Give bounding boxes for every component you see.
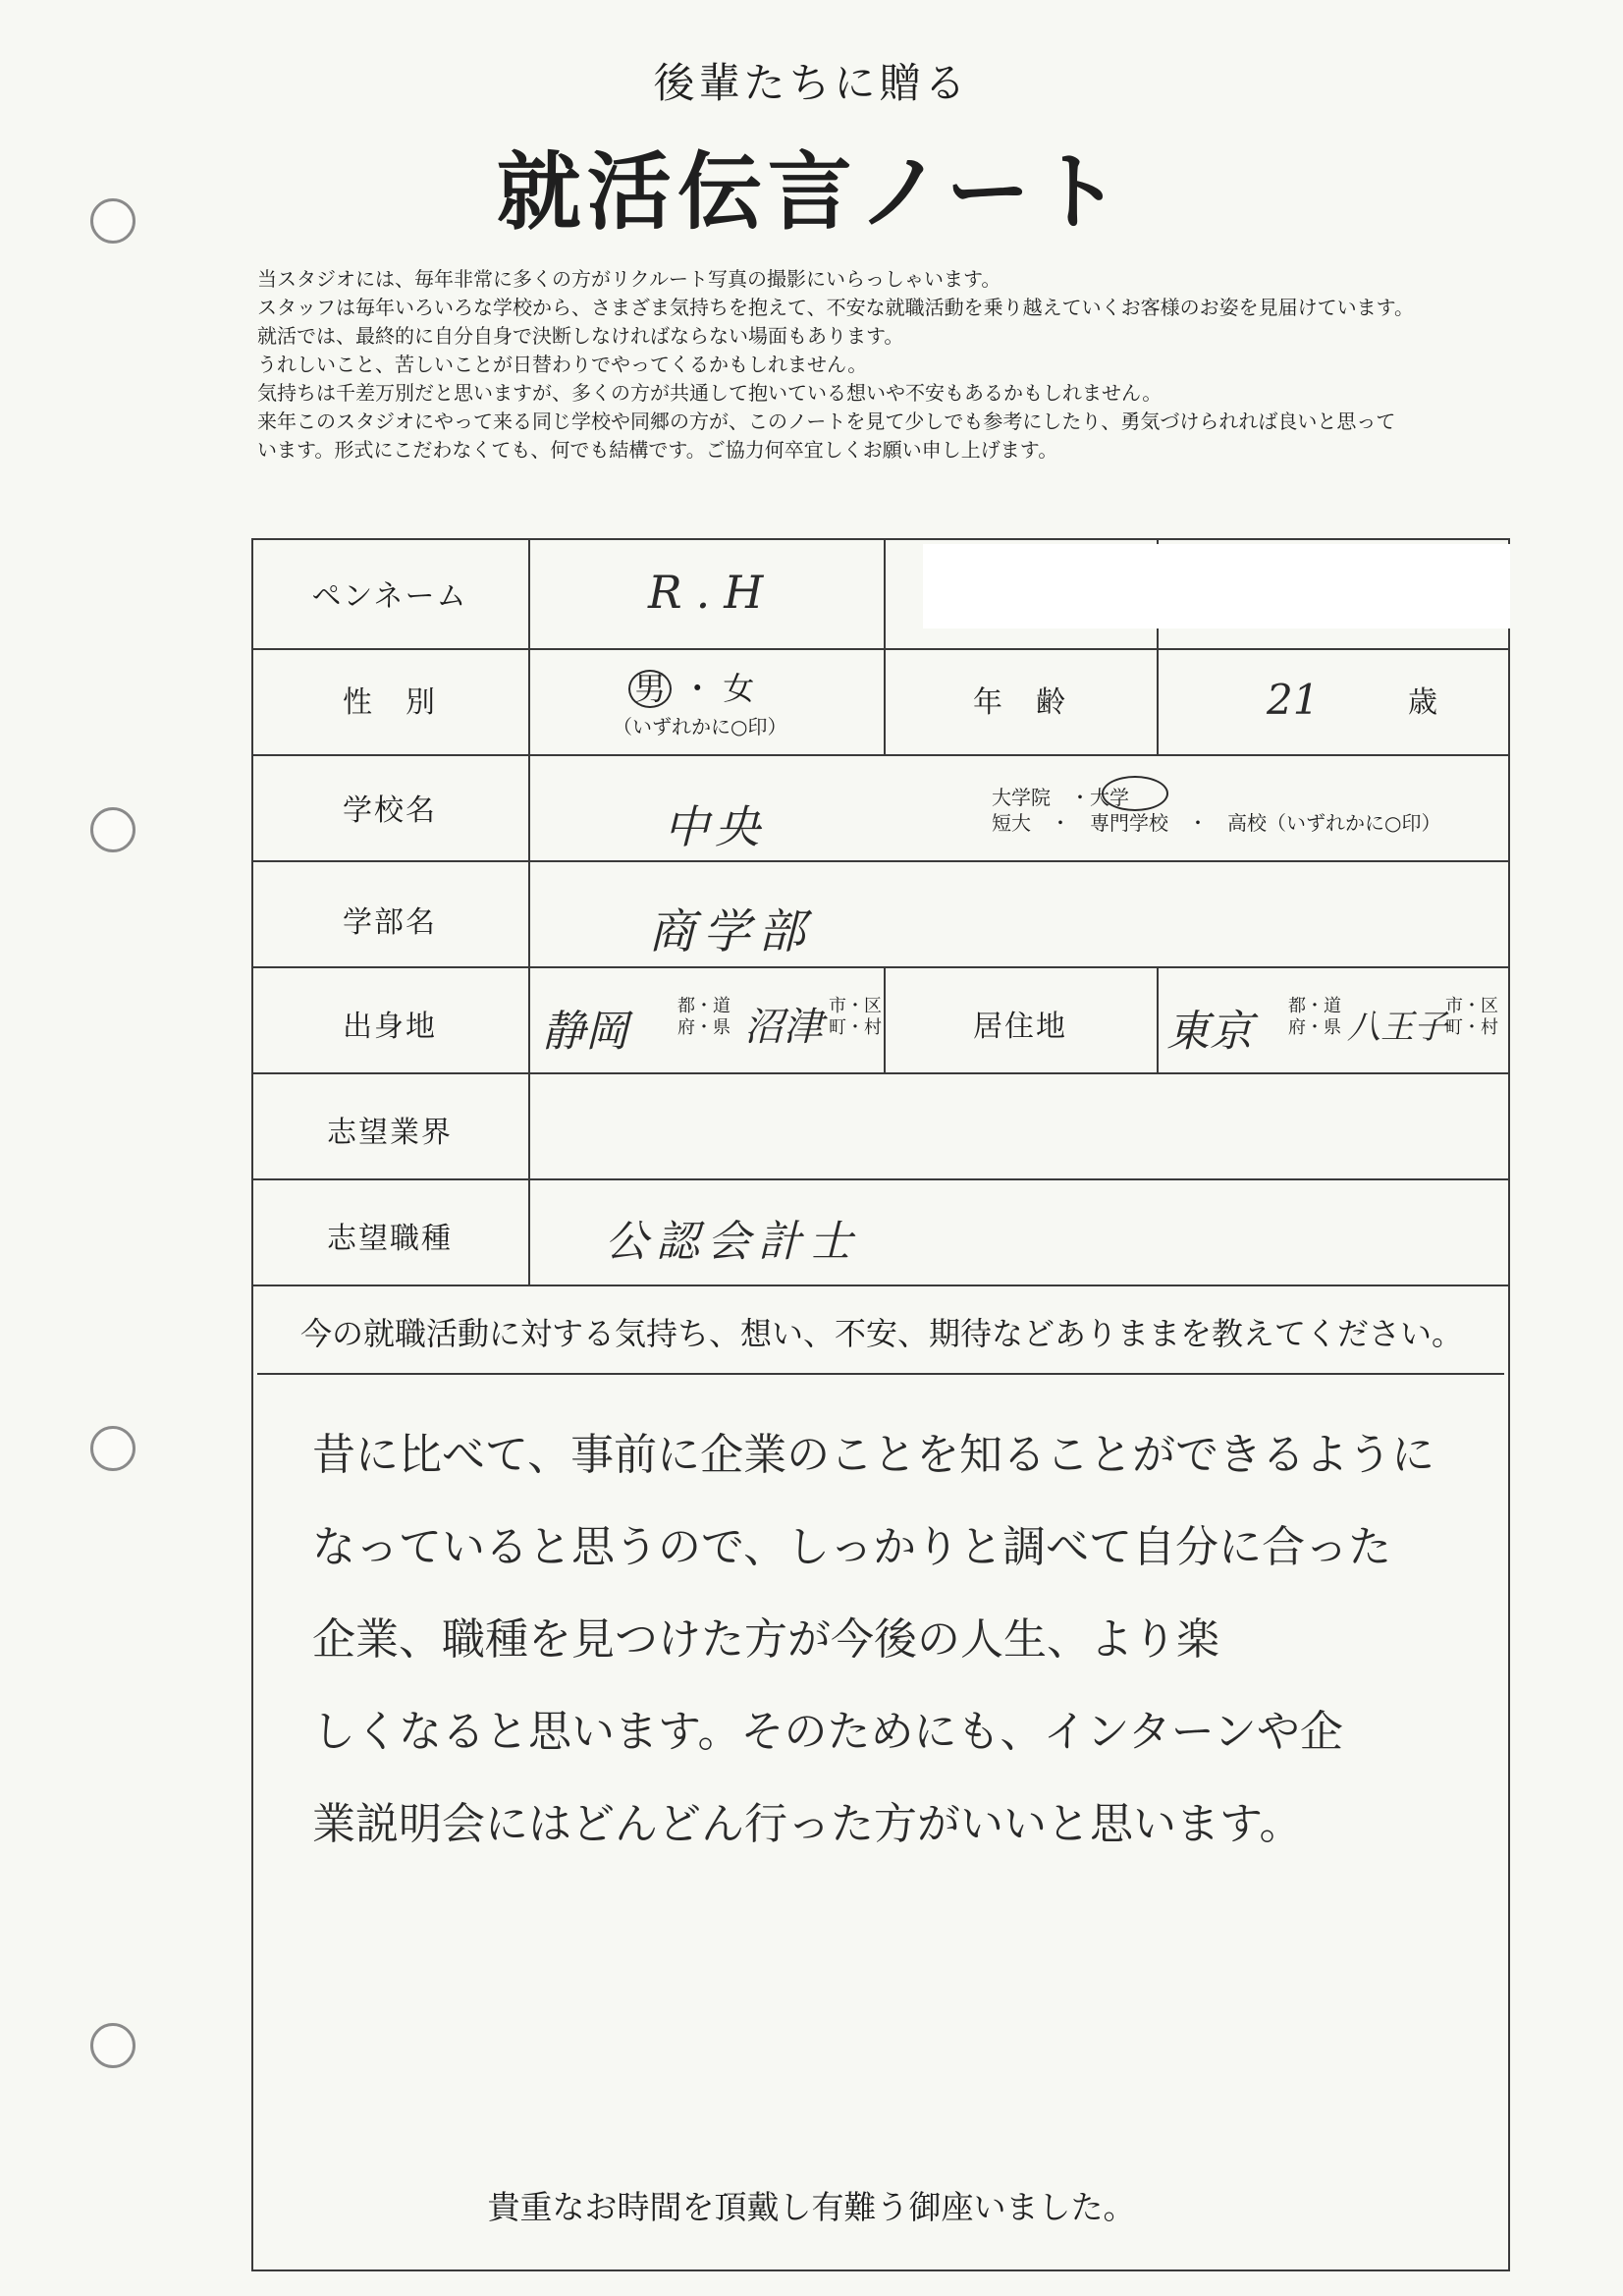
pen-name-label: ペンネーム bbox=[311, 579, 468, 614]
school-value: 中央 bbox=[664, 800, 766, 853]
essay-line: しくなると思います。そのためにも、インターンや企 bbox=[312, 1707, 1343, 1757]
essay-line: 昔に比べて、事前に企業のことを知ることができるように bbox=[312, 1430, 1435, 1480]
prompt-divider bbox=[257, 1373, 1504, 1375]
age-label: 年 齢 bbox=[973, 685, 1067, 720]
university-circle-mark bbox=[1102, 776, 1168, 811]
binder-hole-2 bbox=[90, 807, 135, 852]
essay-line: 業説明会にはどんどん行った方がいいと思います。 bbox=[312, 1799, 1303, 1849]
label-column-divider bbox=[528, 538, 530, 1285]
age-value: 21 bbox=[1267, 676, 1320, 724]
gender-note: （いずれかに○印） bbox=[613, 715, 787, 738]
hometown-pref-units: 都・道 府・県 bbox=[677, 996, 730, 1038]
gender-label: 性 別 bbox=[343, 685, 437, 720]
residence-city-units: 市・区 町・村 bbox=[1445, 996, 1498, 1038]
row-divider bbox=[251, 648, 1510, 650]
row-divider bbox=[251, 754, 1510, 756]
row-divider bbox=[251, 1072, 1510, 1074]
essay-line: なっていると思うので、しっかりと調べて自分に合った bbox=[312, 1522, 1392, 1572]
hometown-label: 出身地 bbox=[343, 1010, 437, 1044]
intro-line: 気持ちは千差万別だと思いますが、多くの方が共通して抱いている想いや不安もあるかもしれません。 bbox=[257, 381, 1163, 405]
faculty-label: 学部名 bbox=[343, 905, 437, 940]
footer-thanks: 貴重なお時間を頂戴し有難う御座いました。 bbox=[487, 2188, 1136, 2226]
binder-hole-4 bbox=[90, 2023, 135, 2068]
right-column-divider bbox=[1157, 966, 1159, 1072]
essay-line: 企業、職種を見つけた方が今後の人生、より楽 bbox=[312, 1614, 1219, 1665]
job-value: 公認会計士 bbox=[605, 1217, 860, 1267]
residence-pref-units: 都・道 府・県 bbox=[1288, 996, 1341, 1038]
intro-line: スタッフは毎年いろいろな学校から、さまざま気持ちを抱えて、不安な就職活動を乗り越えていくお客様のお姿を見届けています。 bbox=[257, 296, 1414, 319]
essay-prompt: 今の就職活動に対する気持ち、想い、不安、期待などありままを教えてください。 bbox=[300, 1315, 1464, 1352]
residence-city-value: 八王子 bbox=[1347, 1008, 1447, 1047]
intro-line: 就活では、最終的に自分自身で決断しなければならない場面もあります。 bbox=[257, 324, 904, 348]
school-type-options-2: 短大 ・ 専門学校 ・ 高校（いずれかに○印） bbox=[992, 811, 1441, 835]
hometown-city-value: 沼津 bbox=[744, 1005, 823, 1050]
hometown-pref-value: 静岡 bbox=[542, 1007, 628, 1057]
binder-hole-3 bbox=[90, 1426, 135, 1471]
pen-name-value: R.H bbox=[648, 566, 778, 619]
hometown-city-units: 市・区 町・村 bbox=[829, 996, 882, 1038]
residence-pref-value: 東京 bbox=[1166, 1007, 1253, 1057]
industry-label: 志望業界 bbox=[327, 1116, 453, 1150]
intro-line: 来年このスタジオにやって来る同じ学校や同郷の方が、このノートを見て少しでも参考にしたり、勇気づけられれば良いと思って bbox=[257, 410, 1396, 433]
row-divider bbox=[251, 966, 1510, 968]
redaction-box bbox=[923, 544, 1510, 629]
intro-line: います。形式にこだわなくても、何でも結構です。ご協力何卒宜しくお願い申し上げます。 bbox=[257, 438, 1058, 462]
school-label: 学校名 bbox=[343, 793, 437, 828]
row-divider bbox=[251, 1285, 1510, 1286]
residence-label: 居住地 bbox=[973, 1010, 1067, 1044]
school-type-options-1: 大学院 ・大学 bbox=[992, 786, 1129, 809]
gender-female-option: 女 bbox=[723, 670, 755, 707]
intro-line: 当スタジオには、毎年非常に多くの方がリクルート写真の撮影にいらっしゃいます。 bbox=[257, 267, 1001, 291]
age-unit: 歳 bbox=[1408, 685, 1439, 720]
subtitle: 後輩たちに贈る bbox=[653, 59, 970, 107]
gender-options bbox=[628, 664, 754, 709]
gender-separator: ・ bbox=[681, 670, 714, 707]
row-divider bbox=[251, 860, 1510, 862]
mid-column-divider bbox=[884, 538, 886, 754]
faculty-value: 商学部 bbox=[648, 904, 814, 959]
job-label: 志望職種 bbox=[327, 1222, 453, 1256]
page-title: 就活伝言ノート bbox=[496, 143, 1127, 242]
intro-text bbox=[257, 265, 1583, 465]
row-divider bbox=[251, 1178, 1510, 1180]
gender-male-option: 男 bbox=[628, 670, 672, 708]
intro-line: うれしいこと、苦しいことが日替わりでやってくるかもしれません。 bbox=[257, 353, 868, 376]
essay-answer bbox=[312, 1409, 1441, 1871]
